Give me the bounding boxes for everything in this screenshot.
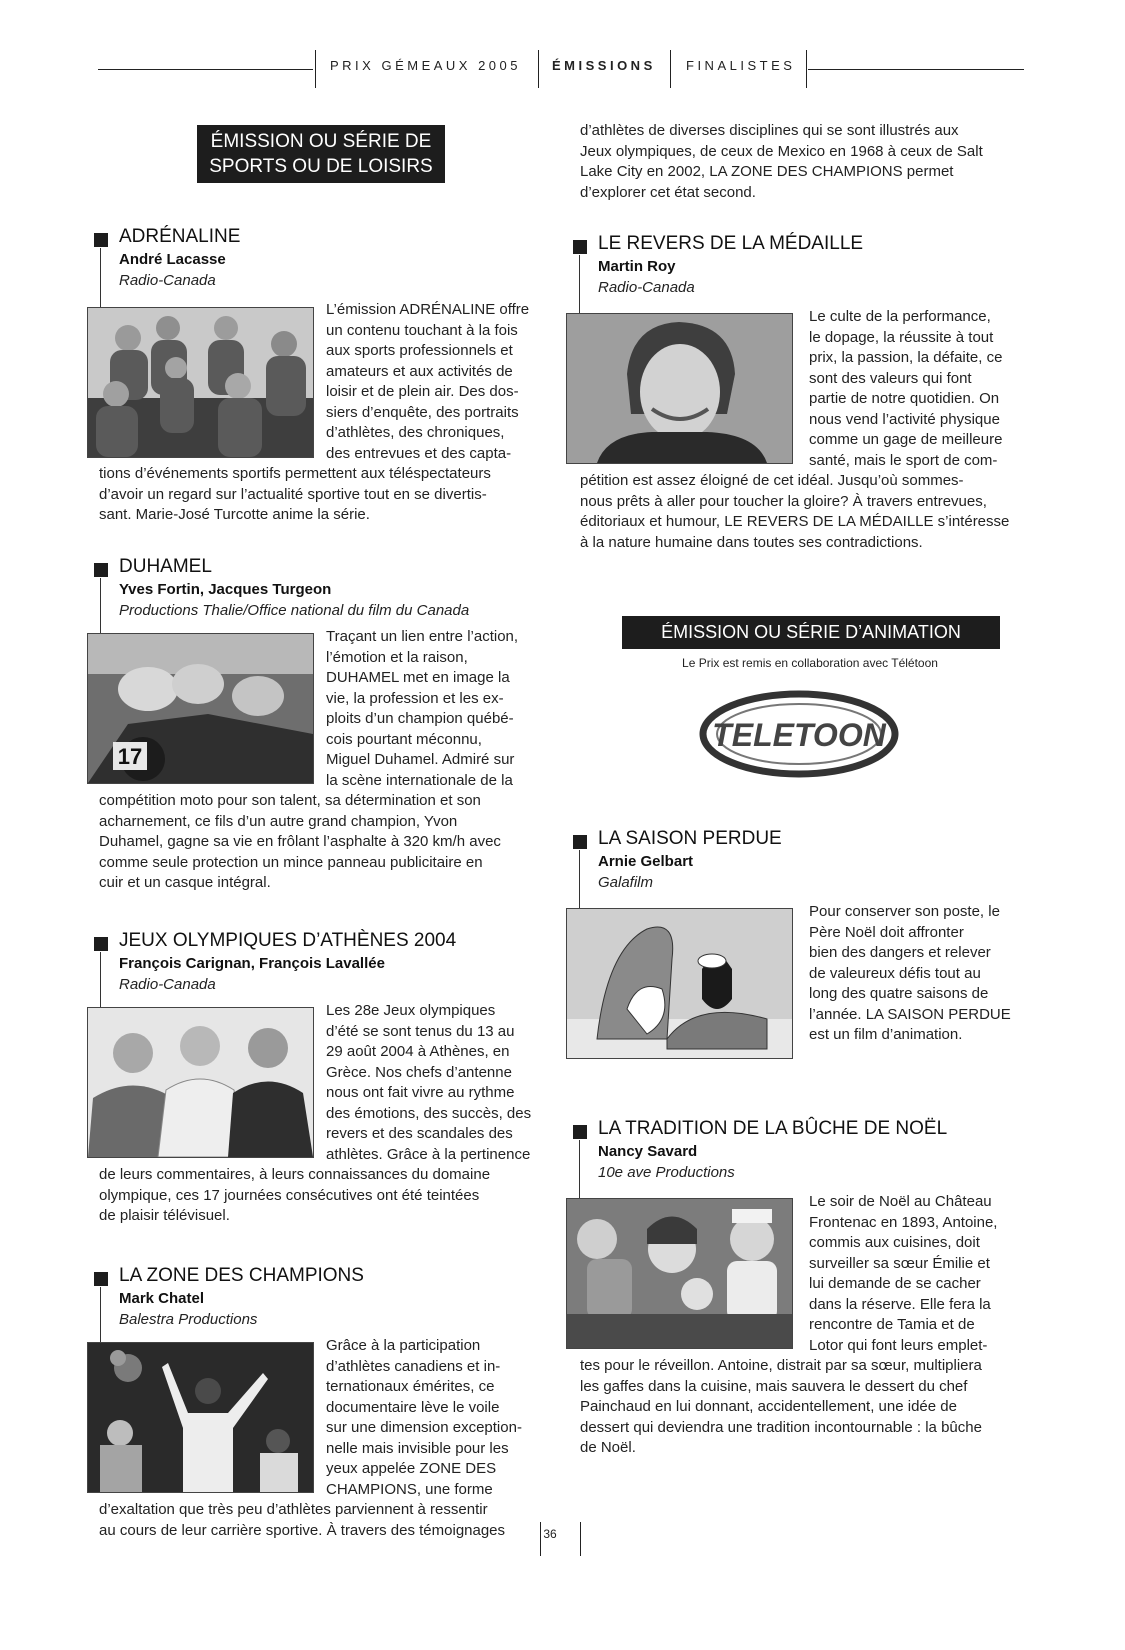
entry-marker <box>94 233 108 247</box>
text-line: comme seule protection un mince panneau publicitaire en <box>99 853 483 871</box>
entry-description <box>326 1336 541 1500</box>
entry-marker <box>573 835 587 849</box>
text-line: sant. Marie-José Turcotte anime la série. <box>99 506 370 523</box>
text-line: Grèce. Nos chefs d’antenne <box>326 1063 512 1081</box>
entry-person: Nancy Savard <box>598 1143 698 1160</box>
text-line: d’explorer cet état second. <box>580 183 756 201</box>
category-title-line: SPORTS OU DE LOISIRS <box>209 156 433 177</box>
text-line: yeux appelée ZONE DES <box>326 1460 497 1477</box>
entry-producer: 10e ave Productions <box>598 1164 735 1181</box>
category-sponsor-note: Le Prix est remis en collaboration avec Télétoon <box>682 656 938 670</box>
entry-producer: Productions Thalie/Office national du film du Canada <box>119 602 470 619</box>
text-line: cuir et un casque intégral. <box>99 874 271 891</box>
text-line: Frontenac en 1893, Antoine, <box>809 1213 998 1231</box>
header-section-label: ÉMISSIONS <box>552 58 656 73</box>
text-line: nous ont fait vivre au rythme <box>326 1084 515 1101</box>
text-line: de valeureux défis tout au <box>809 964 981 982</box>
text-line: Les 28e Jeux olympiques <box>326 1002 496 1019</box>
text-line: sont des valeurs qui font <box>809 369 972 387</box>
header-separator <box>538 50 539 88</box>
text-line: siers d’enquête, des portraits <box>326 403 519 421</box>
still-buche-animation <box>566 1198 793 1349</box>
text-line: des émotions, des succès, des <box>326 1104 532 1122</box>
photo-revers-host <box>566 313 793 464</box>
text-line: d’été se sont tenus du 13 au <box>326 1022 515 1040</box>
text-line: d’athlètes, des chroniques, <box>326 424 505 441</box>
entry-description <box>809 902 1024 1046</box>
text-line: athlètes. Grâce à la pertinence <box>326 1145 531 1163</box>
header-subsection-label: FINALISTES <box>686 58 796 73</box>
text-line: 29 août 2004 à Athènes, en <box>326 1043 510 1060</box>
page-number: 36 <box>543 1527 557 1541</box>
entry-rule <box>100 952 101 1008</box>
header-rule-right <box>808 69 1024 70</box>
entry-person: Arnie Gelbart <box>598 853 694 870</box>
text-line: des entrevues et des capta- <box>326 444 512 462</box>
text-line: Père Noël doit affronter <box>809 923 964 941</box>
entry-marker <box>94 937 108 951</box>
athletes-podium-icon <box>88 1343 313 1492</box>
page-number-rule <box>580 1522 581 1556</box>
text-line: documentaire lève le voile <box>326 1398 500 1416</box>
entry-person: Yves Fortin, Jacques Turgeon <box>119 581 332 598</box>
text-line: aux sports professionnels et <box>326 342 513 359</box>
entry-marker <box>94 563 108 577</box>
text-line: DUHAMEL met en image la <box>326 669 510 686</box>
text-line: Grâce à la participation <box>326 1337 481 1354</box>
text-line: d’exaltation que très peu d’athlètes parviennent à ressentir <box>99 1501 488 1518</box>
category-title-line: ÉMISSION OU SÉRIE D’ANIMATION <box>661 622 961 642</box>
photo-jeux-hosts <box>87 1007 314 1158</box>
text-line: pétition est assez éloigné de cet idéal. Jusqu’où sommes- <box>580 472 964 489</box>
text-line: surveiller sa sœur Émilie et <box>809 1254 990 1272</box>
text-line: partie de notre quotidien. On <box>809 390 1000 407</box>
text-line: nelle mais invisible pour les <box>326 1439 509 1457</box>
cartoon-still-icon <box>567 1199 792 1348</box>
text-line: commis aux cuisines, doit <box>809 1234 980 1251</box>
text-line: loisir et de plein air. Des dos- <box>326 383 519 400</box>
entry-marker <box>94 1272 108 1286</box>
header-event-label: PRIX GÉMEAUX 2005 <box>330 58 521 73</box>
text-line: les gaffes dans la cuisine, mais sauvera le dessert du chef <box>580 1377 968 1395</box>
text-line: Lotor qui font leurs emplet- <box>809 1336 988 1354</box>
text-line: olympique, ces 17 journées consécutives ont été teintées <box>99 1186 480 1204</box>
text-line: d’athlètes canadiens et in- <box>326 1357 501 1375</box>
text-line: éditoriaux et humour, LE REVERS DE LA MÉDAILLE s’intéresse <box>580 513 1010 530</box>
entry-rule <box>100 1287 101 1343</box>
category-title-line: ÉMISSION OU SÉRIE DE <box>210 131 432 152</box>
logo-wordmark: TELETOON <box>712 717 886 753</box>
text-line: Lake City en 2002, LA ZONE DES CHAMPIONS permet <box>580 163 954 180</box>
photo-zone-athletes <box>87 1342 314 1493</box>
entry-description <box>326 1001 541 1165</box>
teletoon-logo <box>697 682 902 782</box>
text-line: nous prêts à aller pour toucher la gloire? À travers entrevues, <box>580 492 987 510</box>
entry-description-continued <box>580 471 1030 553</box>
entry-marker <box>573 240 587 254</box>
text-line: CHAMPIONS, une forme <box>326 1480 493 1498</box>
header-rule-left <box>98 69 313 70</box>
text-line: bien des dangers et relever <box>809 944 991 961</box>
text-line: la scène internationale de la <box>326 771 513 789</box>
entry-title: JEUX OLYMPIQUES D’ATHÈNES 2004 <box>119 930 457 951</box>
entry-producer: Balestra Productions <box>119 1311 258 1328</box>
entry-description <box>809 307 1024 471</box>
text-line: vie, la profession et les ex- <box>326 689 504 707</box>
entry-description-continued <box>99 791 539 894</box>
entry-rule <box>579 255 580 315</box>
entry-description <box>809 1192 1024 1356</box>
text-line: rencontre de Tamia et de <box>809 1316 975 1333</box>
bike-number: 17 <box>117 744 143 769</box>
text-line: ploits d’un champion québé- <box>326 710 514 727</box>
group-photo-icon <box>88 308 313 457</box>
header-separator <box>806 50 807 88</box>
text-line: d’avoir un regard sur l’actualité sportive tout en se divertis- <box>99 485 487 503</box>
entry-title: LE REVERS DE LA MÉDAILLE <box>598 233 864 254</box>
entry-title: LA TRADITION DE LA BÛCHE DE NOËL <box>598 1118 948 1139</box>
text-line: au cours de leur carrière sportive. À travers des témoignages <box>99 1521 506 1539</box>
entry-rule <box>100 248 101 308</box>
text-line: dans la réserve. Elle fera la <box>809 1295 991 1313</box>
text-line: de plaisir télévisuel. <box>99 1207 230 1224</box>
entry-person: Mark Chatel <box>119 1290 205 1307</box>
portrait-photo-icon <box>567 314 792 463</box>
header-separator <box>315 50 316 88</box>
text-line: Miguel Duhamel. Admiré sur <box>326 751 515 768</box>
text-line: tions d’événements sportifs permettent aux téléspectateurs <box>99 465 491 482</box>
text-line: est un film d’animation. <box>809 1026 963 1043</box>
text-line: l’émotion et la raison, <box>326 648 468 666</box>
entry-title: LA SAISON PERDUE <box>598 828 782 849</box>
text-line: Jeux olympiques, de ceux de Mexico en 1968 à ceux de Salt <box>580 142 983 160</box>
category-header-sports <box>197 125 445 183</box>
text-line: Pour conserver son poste, le <box>809 903 1000 920</box>
zone-continuation-text <box>580 121 1030 203</box>
entry-title: DUHAMEL <box>119 556 212 577</box>
photo-duhamel-motorcycle <box>87 633 314 784</box>
text-line: comme un gage de meilleure <box>809 431 1003 448</box>
text-line: amateurs et aux activités de <box>326 362 513 380</box>
text-line: Duhamel, gagne sa vie en frôlant l’asphalte à 320 km/h avec <box>99 833 501 850</box>
text-line: d’athlètes de diverses disciplines qui se sont illustrés aux <box>580 122 959 139</box>
text-line: un contenu touchant à la fois <box>326 321 518 339</box>
text-line: cois pourtant méconnu, <box>326 730 482 748</box>
text-line: long des quatre saisons de <box>809 985 989 1002</box>
text-line: Painchaud en lui donnant, accidentellement, une idée de <box>580 1398 957 1415</box>
text-line: compétition moto pour son talent, sa détermination et son <box>99 792 481 809</box>
text-line: Traçant un lien entre l’action, <box>326 628 519 645</box>
entry-rule <box>100 578 101 634</box>
still-saison-animation <box>566 908 793 1059</box>
text-line: nous vend l’activité physique <box>809 410 1000 428</box>
entry-description-continued <box>99 1165 539 1227</box>
motorcycle-photo-icon <box>88 634 313 783</box>
text-line: à la nature humaine dans toutes ses contradictions. <box>580 533 923 551</box>
hosts-photo-icon <box>88 1008 313 1157</box>
text-line: tes pour le réveillon. Antoine, distrait par sa sœur, multipliera <box>580 1357 982 1374</box>
entry-producer: Radio-Canada <box>119 976 216 993</box>
entry-marker <box>573 1125 587 1139</box>
entry-person: François Carignan, François Lavallée <box>119 955 385 972</box>
entry-person: Martin Roy <box>598 258 676 275</box>
text-line: de Noël. <box>580 1439 636 1456</box>
text-line: lui demande de se cacher <box>809 1275 981 1292</box>
category-header-animation <box>622 616 1000 649</box>
entry-title: LA ZONE DES CHAMPIONS <box>119 1265 364 1286</box>
text-line: l’année. LA SAISON PERDUE <box>809 1005 1011 1023</box>
text-line: ternationaux émérites, ce <box>326 1378 495 1395</box>
text-line: Le culte de la performance, <box>809 308 991 325</box>
text-line: revers et des scandales des <box>326 1125 513 1142</box>
entry-person: André Lacasse <box>119 251 226 268</box>
text-line: santé, mais le sport de com- <box>809 451 998 469</box>
entry-description-continued <box>580 1356 1030 1459</box>
entry-producer: Radio-Canada <box>598 279 695 296</box>
entry-rule <box>579 850 580 910</box>
text-line: prix, la passion, la défaite, ce <box>809 349 1003 366</box>
text-line: le dopage, la réussite à tout <box>809 328 994 346</box>
teletoon-logo-icon <box>697 682 902 782</box>
photo-adrenaline-team <box>87 307 314 458</box>
text-line: acharnement, ce fils d’un autre grand champion, Yvon <box>99 812 458 830</box>
text-line: sur une dimension exception- <box>326 1419 522 1436</box>
cartoon-still-icon <box>567 909 792 1058</box>
text-line: L’émission ADRÉNALINE offre <box>326 301 530 318</box>
entry-producer: Radio-Canada <box>119 272 216 289</box>
entry-description <box>326 627 541 791</box>
entry-description <box>326 300 536 464</box>
entry-producer: Galafilm <box>598 874 654 891</box>
entry-description-continued <box>99 464 539 526</box>
header-separator <box>670 50 671 88</box>
entry-rule <box>579 1140 580 1200</box>
text-line: de leurs commentaires, à leurs connaissances du domaine <box>99 1166 491 1183</box>
entry-description-continued <box>99 1500 539 1541</box>
entry-title: ADRÉNALINE <box>119 226 241 247</box>
text-line: Le soir de Noël au Château <box>809 1193 992 1210</box>
text-line: dessert qui deviendra une tradition incontournable : la bûche <box>580 1418 982 1436</box>
